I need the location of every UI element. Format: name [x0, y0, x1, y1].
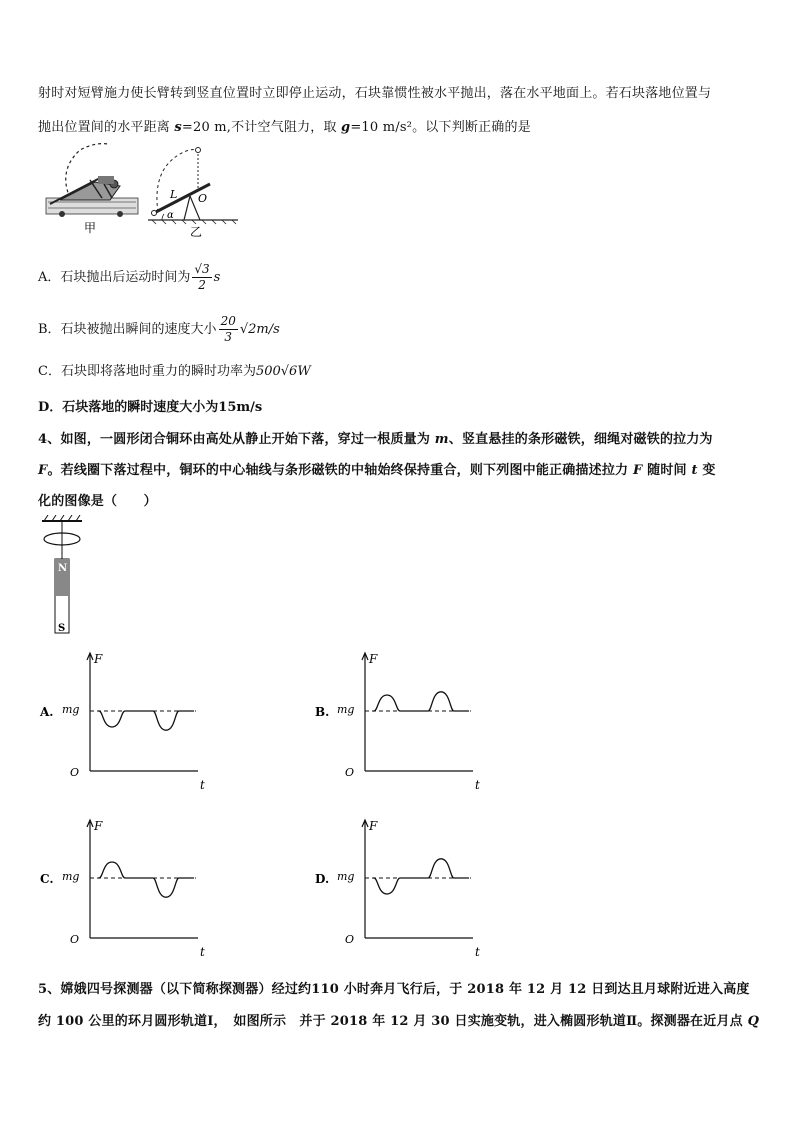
q3-line-1: 射时对短臂施力使长臂转到竖直位置时立即停止运动，石块靠惯性被水平抛出，落在水平地面上。若石块落地位置与	[38, 86, 712, 101]
graph-option-c[interactable]	[38, 812, 268, 962]
force-curve	[98, 862, 194, 897]
q3-option-a: A．石块抛出后运动时间为 $\frac{√3}{2}$ s	[38, 262, 221, 292]
mg-label: mg	[337, 703, 355, 716]
fig-label-jia: 甲	[84, 221, 97, 235]
option-letter: B.	[315, 705, 330, 719]
x-axis-label: t	[475, 778, 480, 792]
magnet-N-label: N	[58, 563, 68, 574]
mg-label: mg	[337, 870, 355, 883]
q3-line-2: 抛出位置间的水平距离 s=20 m,不计空气阻力，取 g=10 m/s²。以下判断正确的是	[38, 120, 531, 135]
origin-label: O	[70, 766, 80, 779]
option-letter: D.	[315, 872, 330, 886]
q5-line-1: 5、嫦娥四号探测器（以下简称探测器）经过约110 小时奔月飞行后，于 2018 年 12 月 12 日到达且月球附近进入高度	[38, 982, 750, 997]
origin-label: O	[70, 933, 80, 946]
y-axis-label: F	[94, 819, 103, 833]
x-axis-label: t	[200, 778, 205, 792]
origin-label: O	[345, 933, 355, 946]
magnet-S-label: S	[58, 623, 66, 634]
fig-label-alpha: α	[167, 210, 174, 221]
q3-catapult-figure	[40, 140, 250, 240]
force-curve	[373, 859, 469, 894]
graph-option-b[interactable]	[313, 645, 543, 795]
q4-magnet-figure	[38, 515, 88, 635]
option-letter: A.	[40, 705, 54, 719]
y-axis-label: F	[94, 652, 103, 666]
q3-option-d: D．石块落地的瞬时速度大小为15m/s	[38, 400, 263, 415]
q3-option-c: C．石块即将落地时重力的瞬时功率为500√6W	[38, 364, 311, 379]
mg-label: mg	[62, 703, 80, 716]
graph-option-a[interactable]	[38, 645, 268, 795]
x-axis-label: t	[475, 945, 480, 959]
q4-line-2: F。若线圈下落过程中，铜环的中心轴线与条形磁铁的中轴始终保持重合，则下列图中能正确描述拉力 F 随时间 t 变	[38, 463, 716, 478]
mg-label: mg	[62, 870, 80, 883]
force-curve	[373, 692, 469, 711]
y-axis-label: F	[369, 652, 378, 666]
x-axis-label: t	[200, 945, 205, 959]
option-letter: C.	[40, 872, 54, 886]
force-curve	[98, 711, 194, 730]
graph-option-d[interactable]	[313, 812, 543, 962]
fig-label-yi: 乙	[190, 225, 203, 239]
q4-line-1: 4、如图，一圆形闭合铜环由高处从静止开始下落，穿过一根质量为 m、竖直悬挂的条形磁铁，细绳对磁铁的拉力为	[38, 432, 713, 447]
q5-line-2: 约 100 公里的环月圆形轨道Ⅰ， 如图所示 并于 2018 年 12 月 30 日实施变轨，进入椭圆形轨道Ⅱ。探测器在近月点 Q	[38, 1014, 760, 1029]
q3-option-b: B．石块被抛出瞬间的速度大小 $\frac{20}{3}$ √2m/s	[38, 314, 280, 344]
fig-label-O: O	[198, 192, 208, 205]
q4-line-3: 化的图像是（ ）	[38, 494, 157, 509]
y-axis-label: F	[369, 819, 378, 833]
origin-label: O	[345, 766, 355, 779]
fig-label-L: L	[170, 188, 178, 201]
